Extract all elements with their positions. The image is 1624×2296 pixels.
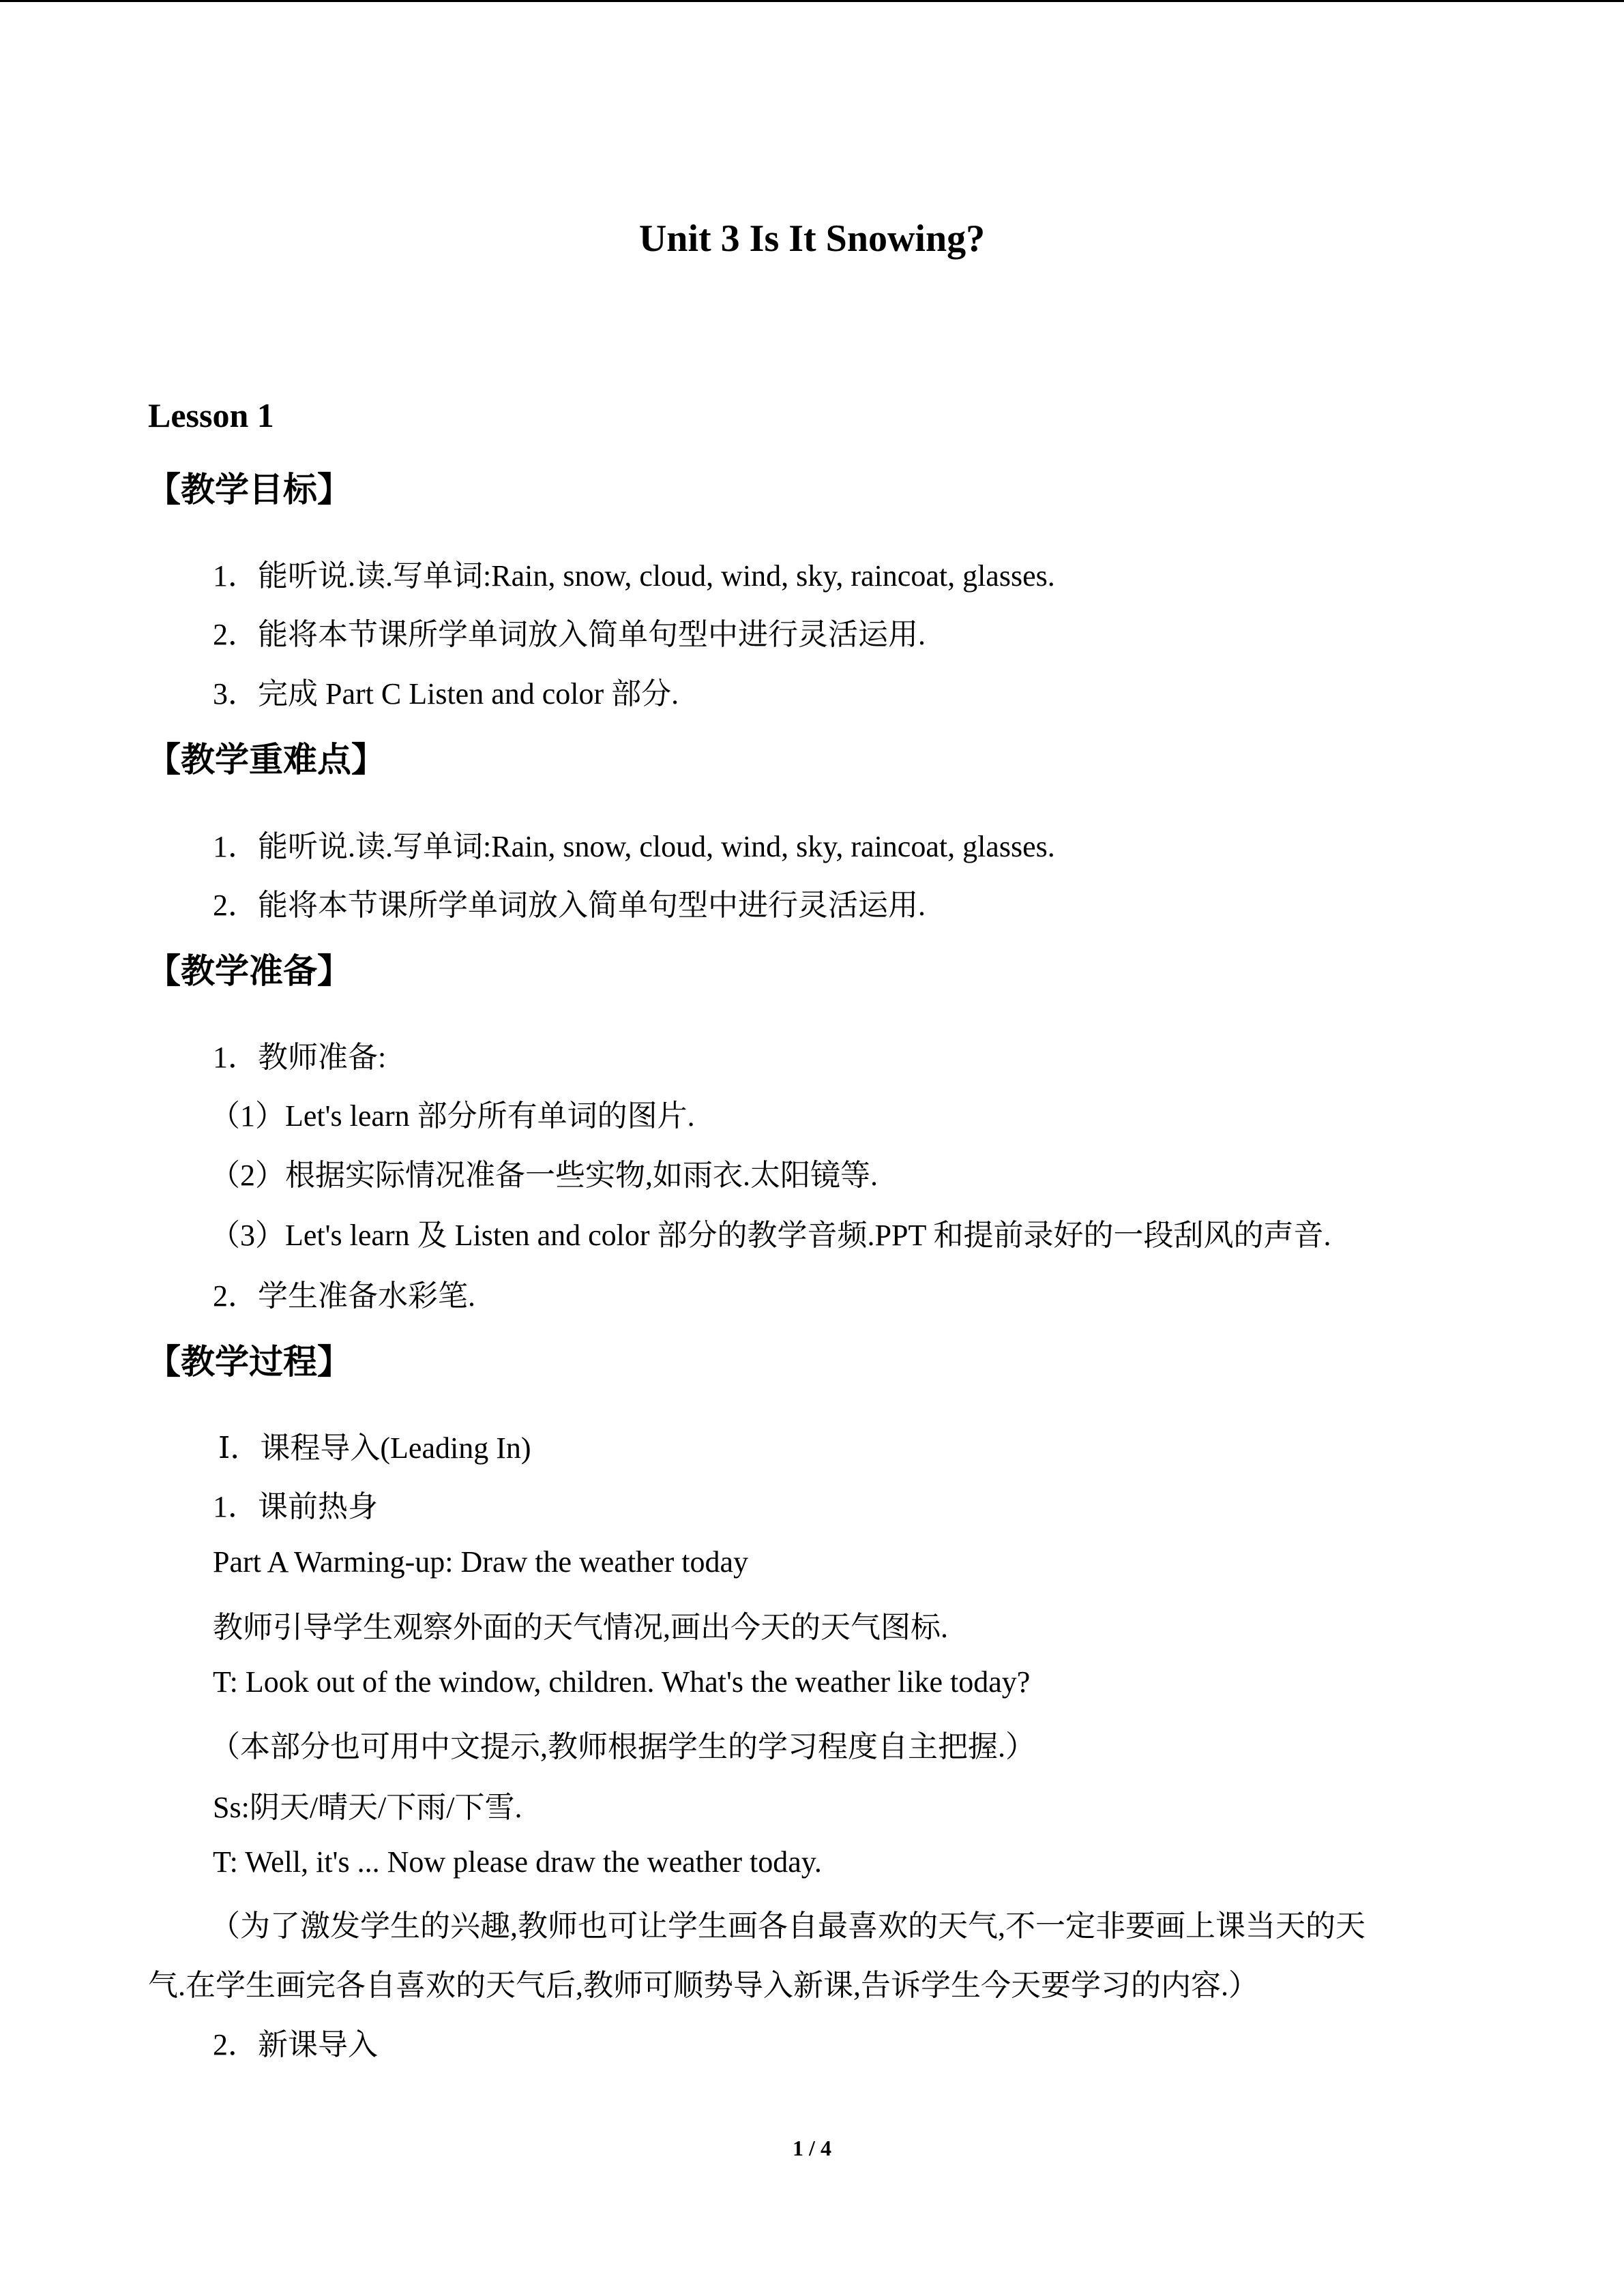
section-heading-objectives: 【教学目标】 bbox=[147, 470, 351, 509]
key-point-item: 2．能将本节课所学单词放入简单句型中进行灵活运用. bbox=[213, 889, 926, 922]
objective-item: 3．完成 Part C Listen and color 部分. bbox=[213, 677, 679, 711]
process-item: Ⅰ．课程导入(Leading In) bbox=[218, 1431, 531, 1465]
preparation-item: （3）Let's learn 及 Listen and color 部分的教学音频.PPT 和提前录好的一段刮风的声音. bbox=[210, 1219, 1331, 1252]
process-item: Ss:阴天/晴天/下雨/下雪. bbox=[213, 1791, 522, 1824]
preparation-item: （1）Let's learn 部分所有单词的图片. bbox=[210, 1099, 695, 1133]
process-item: 2．新课导入 bbox=[213, 2028, 378, 2061]
process-item: T: Well, it's ... Now please draw the weather today. bbox=[213, 1845, 822, 1879]
lesson-label: Lesson 1 bbox=[148, 396, 274, 434]
page-number: 1 / 4 bbox=[793, 2136, 831, 2160]
process-item: 教师引导学生观察外面的天气情况,画出今天的天气图标. bbox=[213, 1611, 948, 1644]
objective-item: 2．能将本节课所学单词放入简单句型中进行灵活运用. bbox=[213, 618, 926, 651]
preparation-item: 1．教师准备: bbox=[213, 1041, 387, 1074]
section-heading-process: 【教学过程】 bbox=[147, 1342, 351, 1382]
process-item: T: Look out of the window, children. What's the weather like today? bbox=[213, 1665, 1031, 1699]
section-heading-key-points: 【教学重难点】 bbox=[147, 740, 385, 779]
process-item: 气.在学生画完各自喜欢的天气后,教师可顺势导入新课,告诉学生今天要学习的内容.） bbox=[148, 1969, 1258, 2002]
process-item: （为了激发学生的兴趣,教师也可让学生画各自最喜欢的天气,不一定非要画上课当天的天 bbox=[210, 1909, 1365, 1943]
process-item: （本部分也可用中文提示,教师根据学生的学习程度自主把握.） bbox=[210, 1730, 1035, 1763]
section-heading-preparation: 【教学准备】 bbox=[147, 951, 351, 991]
process-item: Part A Warming-up: Draw the weather today bbox=[213, 1545, 748, 1579]
process-item: 1．课前热身 bbox=[213, 1490, 378, 1523]
objective-item: 1．能听说.读.写单词:Rain, snow, cloud, wind, sky, raincoat, glasses. bbox=[213, 559, 1055, 593]
top-border-line bbox=[0, 0, 1624, 2]
key-point-item: 1．能听说.读.写单词:Rain, snow, cloud, wind, sky, raincoat, glasses. bbox=[213, 830, 1055, 863]
preparation-item: （2）根据实际情况准备一些实物,如雨衣.太阳镜等. bbox=[210, 1159, 878, 1192]
preparation-item: 2．学生准备水彩笔. bbox=[213, 1279, 475, 1313]
document-title: Unit 3 Is It Snowing? bbox=[638, 218, 986, 260]
